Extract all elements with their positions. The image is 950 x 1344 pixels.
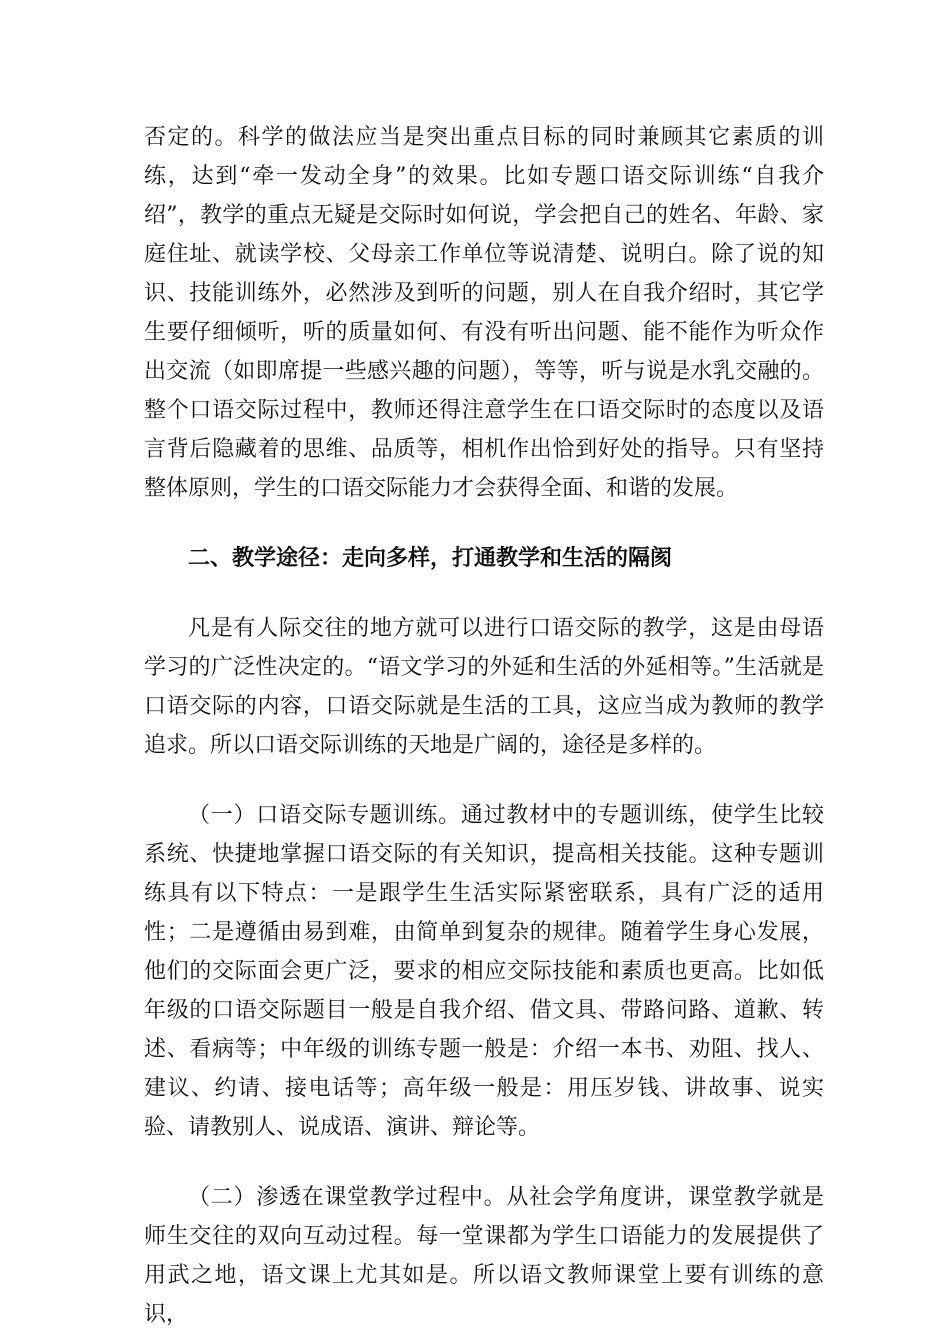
paragraph-item-one: （一）口语交际专题训练。通过教材中的专题训练，使学生比较系统、快捷地掌握口语交际的有关知识，提高相关技能。这种专题训练具有以下特点：一是跟学生生活实际紧密联系，具有广泛的适用性；二是遵循由易到难，由简单到复杂的规律。随着学生身心发展，他们的交际面会更广泛，要求的相应交际技能和素质也更高。比如低年级的口语交际题目一般是自我介绍、借文具、带路问路、道歉、转述、看病等；中年级的训练专题一般是：介绍一本书、劝阻、找人、建议、约请、接电话等；高年级一般是：用压岁钱、讲故事、说实验、请教别人、说成语、演讲、辩论等。 — [144, 803, 824, 1140]
section-heading: 二、教学途径：走向多样，打通教学和生活的隔阂 — [188, 546, 673, 571]
document-body — [144, 118, 824, 1334]
paragraph-intro: 凡是有人际交往的地方就可以进行口语交际的教学，这是由母语学习的广泛性决定的。“语文学习的外延和生活的外延相等。”生活就是口语交际的内容，口语交际就是生活的工具，这应当成为教师的教学追求。所以口语交际训练的天地是广阔的，途径是多样的。 — [144, 616, 824, 758]
paragraph-continued: 否定的。科学的做法应当是突出重点目标的同时兼顾其它素质的训练，达到“牵一发动全身”的效果。比如专题口语交际训练“自我介绍”，教学的重点无疑是交际时如何说，学会把自己的姓名、年龄、家庭住址、就读学校、父母亲工作单位等说清楚、说明白。除了说的知识、技能训练外，必然涉及到听的问题，别人在自我介绍时，其它学生要仔细倾听，听的质量如何、有没有听出问题、能不能作为听众作出交流（如即席提一些感兴趣的问题），等等，听与说是水乳交融的。整个口语交际过程中，教师还得注意学生在口语交际时的态度以及语言背后隐藏着的思维、品质等，相机作出恰到好处的指导。只有坚持整体原则，学生的口语交际能力才会获得全面、和谐的发展。 — [144, 125, 824, 501]
paragraph-item-two: （二）渗透在课堂教学过程中。从社会学角度讲，课堂教学就是师生交往的双向互动过程。每一堂课都为学生口语能力的发展提供了用武之地，语文课上尤其如是。所以语文教师课堂上要有训练的意识， — [144, 1185, 824, 1327]
